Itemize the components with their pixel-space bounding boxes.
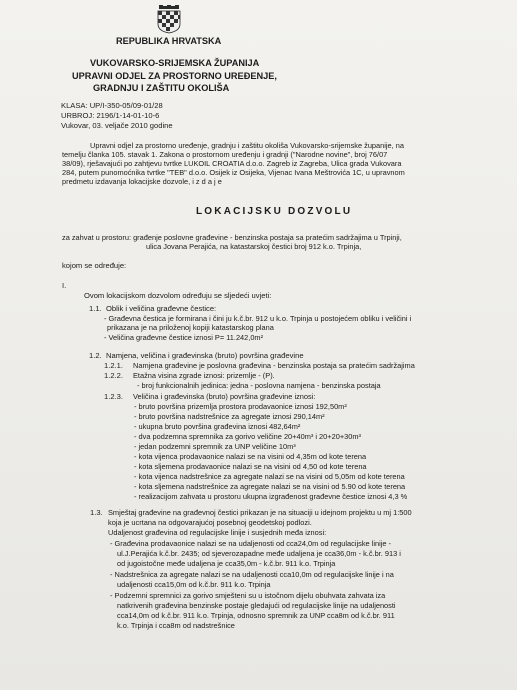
s13-line: Udaljenost građevina od regulacijske linije i susjednih međa iznosi: [108,528,327,537]
s123-item: - ukupna bruto površina građevina iznosi 482,64m² [134,422,301,431]
s123-item: - bruto površina prizemlja prostora prodavaonice iznosi 192,50m² [134,402,347,411]
county-heading: VUKOVARSKO-SRIJEMSKA ŽUPANIJA [90,58,260,68]
s123-item: - realizacijom zahvata u prostoru ukupna izgrađenost građevne čestice iznosi 4,3 % [134,492,408,501]
s13-line: koja je ucrtana na odgovarajućoj posebnoj geodetskoj podlozi. [108,518,312,527]
s11-line: - Veličina građevne čestice iznosi P= 11.242,0m² [104,333,264,342]
s122-text: Etažna visina zgrade iznosi: prizemlje - (P). [133,371,275,380]
scope-line: ulica Jovana Perajića, na katastarskoj čestici broj 912 k.o. Trpinja, [146,242,362,251]
s13-line: k.o. Trpinja i cca8m od nadstrešnice [117,621,235,630]
klasa-line: KLASA: UP/I-350-05/09-01/28 [61,101,163,110]
s13-line: - Podzemni spremnici za gorivo smješteni su u istočnom dijelu obuhvata zahvata iza [110,591,386,600]
section-number: I. [62,281,67,290]
s122-number: 1.2.2. [104,371,123,380]
intro-line: Upravni odjel za prostorno uređenje, gradnju i zaštitu okoliša Vukovarsko-srijemske županije, na [90,141,404,150]
s13-line: cca14,0m od k.č.br. 911 k.o. Trpinja, odnosno spremnik za UNP cca8m od k.č.br. 911 [117,611,395,620]
s123-item: - dva podzemna spremnika za gorivo veličine 20+40m³ i 20+20+30m³ [134,432,361,441]
scope-line: za zahvat u prostoru: građenje poslovne građevine - benzinska postaja sa pratećim sadržajima u Trpinji, [62,233,402,242]
department-heading-line1: UPRAVNI ODJEL ZA PROSTORNO UREĐENJE, [72,71,277,81]
s123-item: - jedan podzemni spremnik za UNP veličine 10m³ [134,442,296,451]
document-title: LOKACIJSKU DOZVOLU [196,206,353,217]
department-heading-line2: GRADNJU I ZAŠTITU OKOLIŠA [93,83,230,93]
s123-item: - kota sljemena nadstrešnice za agregate nalazi se na visini od 5.90 od kote terena [134,482,406,491]
s11-title: Oblik i veličina građevne čestice: [106,304,217,313]
intro-line: temelju članka 105. stavak 1. Zakona o prostornom uređenju i gradnji ("Narodne novine", broj 76/07 [62,150,388,159]
s13-line: - Nadstrešnica za agregate nalazi se na udaljenosti cca10,0m od regulacijske linije i na [110,570,394,579]
intro-line: 38/09), rješavajući po zahtjevu tvrtke LUKOIL CROATIA d.o.o. Zagreb iz Zagreba, Ulica grada Vukovara [62,159,402,168]
s122-sub: - broj funkcionalnih jedinica: jedna - poslovna namjena - benzinska postaja [137,381,381,390]
s11-line: - Građevna čestica je formirana i čini ju k.č.br. 912 u k.o. Trpinja u postojećem obliku i veličini i [104,314,412,323]
s12-number: 1.2. [89,351,102,360]
s123-item: - kota vijenca nadstrešnice za agregate nalazi se na visini od 5,05m od kote terena [134,472,405,481]
s123-text: Veličina i građevinska (bruto) površina građevine iznosi: [133,392,316,401]
s121-text: Namjena građevine je poslovna građevina - benzinska postaja sa pratećim sadržajima [133,361,415,370]
coat-of-arms-icon [156,4,182,34]
s13-number: 1.3. [90,508,103,517]
s13-line: ul.J.Perajića k.č.br. 2435; od sjeverozapadne međe udaljena je cca36,0m - k.č.br. 913 i [117,549,401,558]
s121-number: 1.2.1. [104,361,123,370]
s123-item: - kota sljemena prodavaonice nalazi se na visini od 4,50 od kote terena [134,462,367,471]
kojom-line: kojom se određuje: [62,261,127,270]
s123-number: 1.2.3. [104,392,123,401]
urbroj-line: URBROJ: 2196/1-14-01-10-6 [61,111,160,120]
s13-line: udaljenosti cca15,0m od k.č.br. 911 k.o. Trpinja [117,580,271,589]
s11-number: 1.1. [89,304,102,313]
intro-line: 284, putem punomoćnika tvrtke "TEB" d.o.o. Osijek iz Osijeka, Vijenac Ivana Meštrovića 1C, u upravnom [62,168,405,177]
s123-item: - bruto površina nadstrešnice za agregate iznosi 290,14m² [134,412,325,421]
country-heading: REPUBLIKA HRVATSKA [116,36,222,46]
ovom-line: Ovom lokacijskom dozvolom određuju se sljedeći uvjeti: [84,291,272,300]
s11-line: prikazana je na priloženoj kopiji katastarskog plana [107,323,274,332]
s13-line: - Građevina prodavaonice nalazi se na udaljenosti od cca24,0m od regulacijske linije - [110,539,392,548]
intro-line: predmetu izdavanja lokacijske dozvole, i z d a j e [62,177,222,186]
s13-line: natkrivenih građevina benzinske postaje gledajući od regulacijske linije na udaljenosti [117,601,396,610]
s13-line: Smještaj građevine na građevnoj čestici prikazan je na situaciji u idejnom projektu u mj 1:500 [108,508,412,517]
s13-line: od jugoistočne međe udaljena je cca35,0m - k.č.br. 911 k.o. Trpinja [117,559,336,568]
s123-item: - kota vijenca prodavaonice nalazi se na visini od 4,35m od kote terena [134,452,367,461]
s12-title: Namjena, veličina i građevinska (bruto) površina građevine [106,351,304,360]
place-date-line: Vukovar, 03. veljače 2010 godine [61,121,173,130]
